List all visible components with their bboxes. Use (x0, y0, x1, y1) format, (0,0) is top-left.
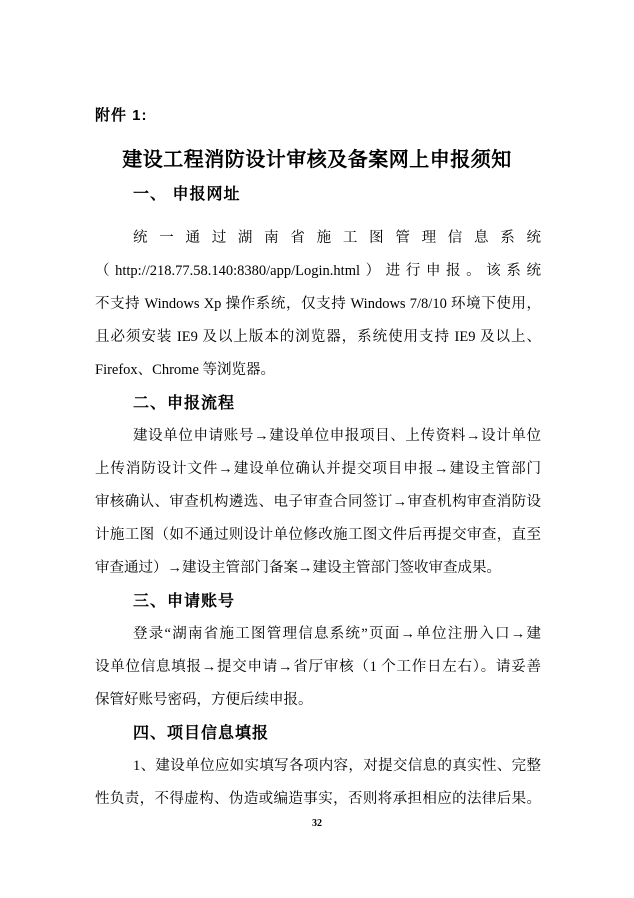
paragraph-line: 不支持 Windows Xp 操作系统，仅支持 Windows 7/8/10 环境下使用， (95, 296, 541, 312)
paragraph-line: 性负责，不得虚构、伪造或编造事实，否则将承担相应的法律后果。 (95, 791, 541, 807)
section-heading-account-request: 三、申请账号 (133, 593, 236, 610)
paragraph-line-url: （http://218.77.58.140:8380/app/Login.html）进行申报。该系统 (95, 263, 541, 279)
paragraph-line: 建设单位申请账号→建设单位申报项目、上传资料→设计单位 (133, 428, 541, 444)
attachment-label: 附件 1: (95, 107, 148, 124)
section-heading-report-url: 一、 申报网址 (133, 186, 241, 203)
document-body (95, 178, 541, 816)
paragraph-line: 设单位信息填报→提交申请→省厅审核（1 个工作日左右）。请妥善 (95, 659, 541, 675)
paragraph-line: 1、建设单位应如实填写各项内容，对提交信息的真实性、完整 (133, 758, 541, 774)
paragraph-line: 计施工图（如不通过则设计单位修改施工图文件后再提交审查，直至 (95, 527, 541, 543)
section-heading-project-info: 四、项目信息填报 (133, 725, 270, 742)
paragraph-line: 登录“湖南省施工图管理信息系统”页面→单位注册入口→建 (133, 626, 541, 642)
paragraph-line: 统一通过湖南省施工图管理信息系统 (133, 230, 541, 246)
section-heading-report-flow: 二、申报流程 (133, 395, 236, 412)
paragraph-line: 审核确认、审查机构遴选、电子审查合同签订→审查机构审查消防设 (95, 494, 541, 510)
paragraph-line: 审查通过）→建设主管部门备案→建设主管部门签收审查成果。 (95, 560, 501, 576)
paragraph-line: 保管好账号密码，方便后续申报。 (95, 692, 313, 708)
paragraph-line: 且必须安装 IE9 及以上版本的浏览器，系统使用支持 IE9 及以上、 (95, 329, 541, 345)
document-title: 建设工程消防设计审核及备案网上申报须知 (122, 149, 512, 171)
paragraph-line: 上传消防设计文件→建设单位确认并提交项目申报→建设主管部门 (95, 461, 541, 477)
paragraph-line: Firefox、Chrome 等浏览器。 (95, 362, 276, 378)
page-number: 32 (312, 818, 322, 829)
